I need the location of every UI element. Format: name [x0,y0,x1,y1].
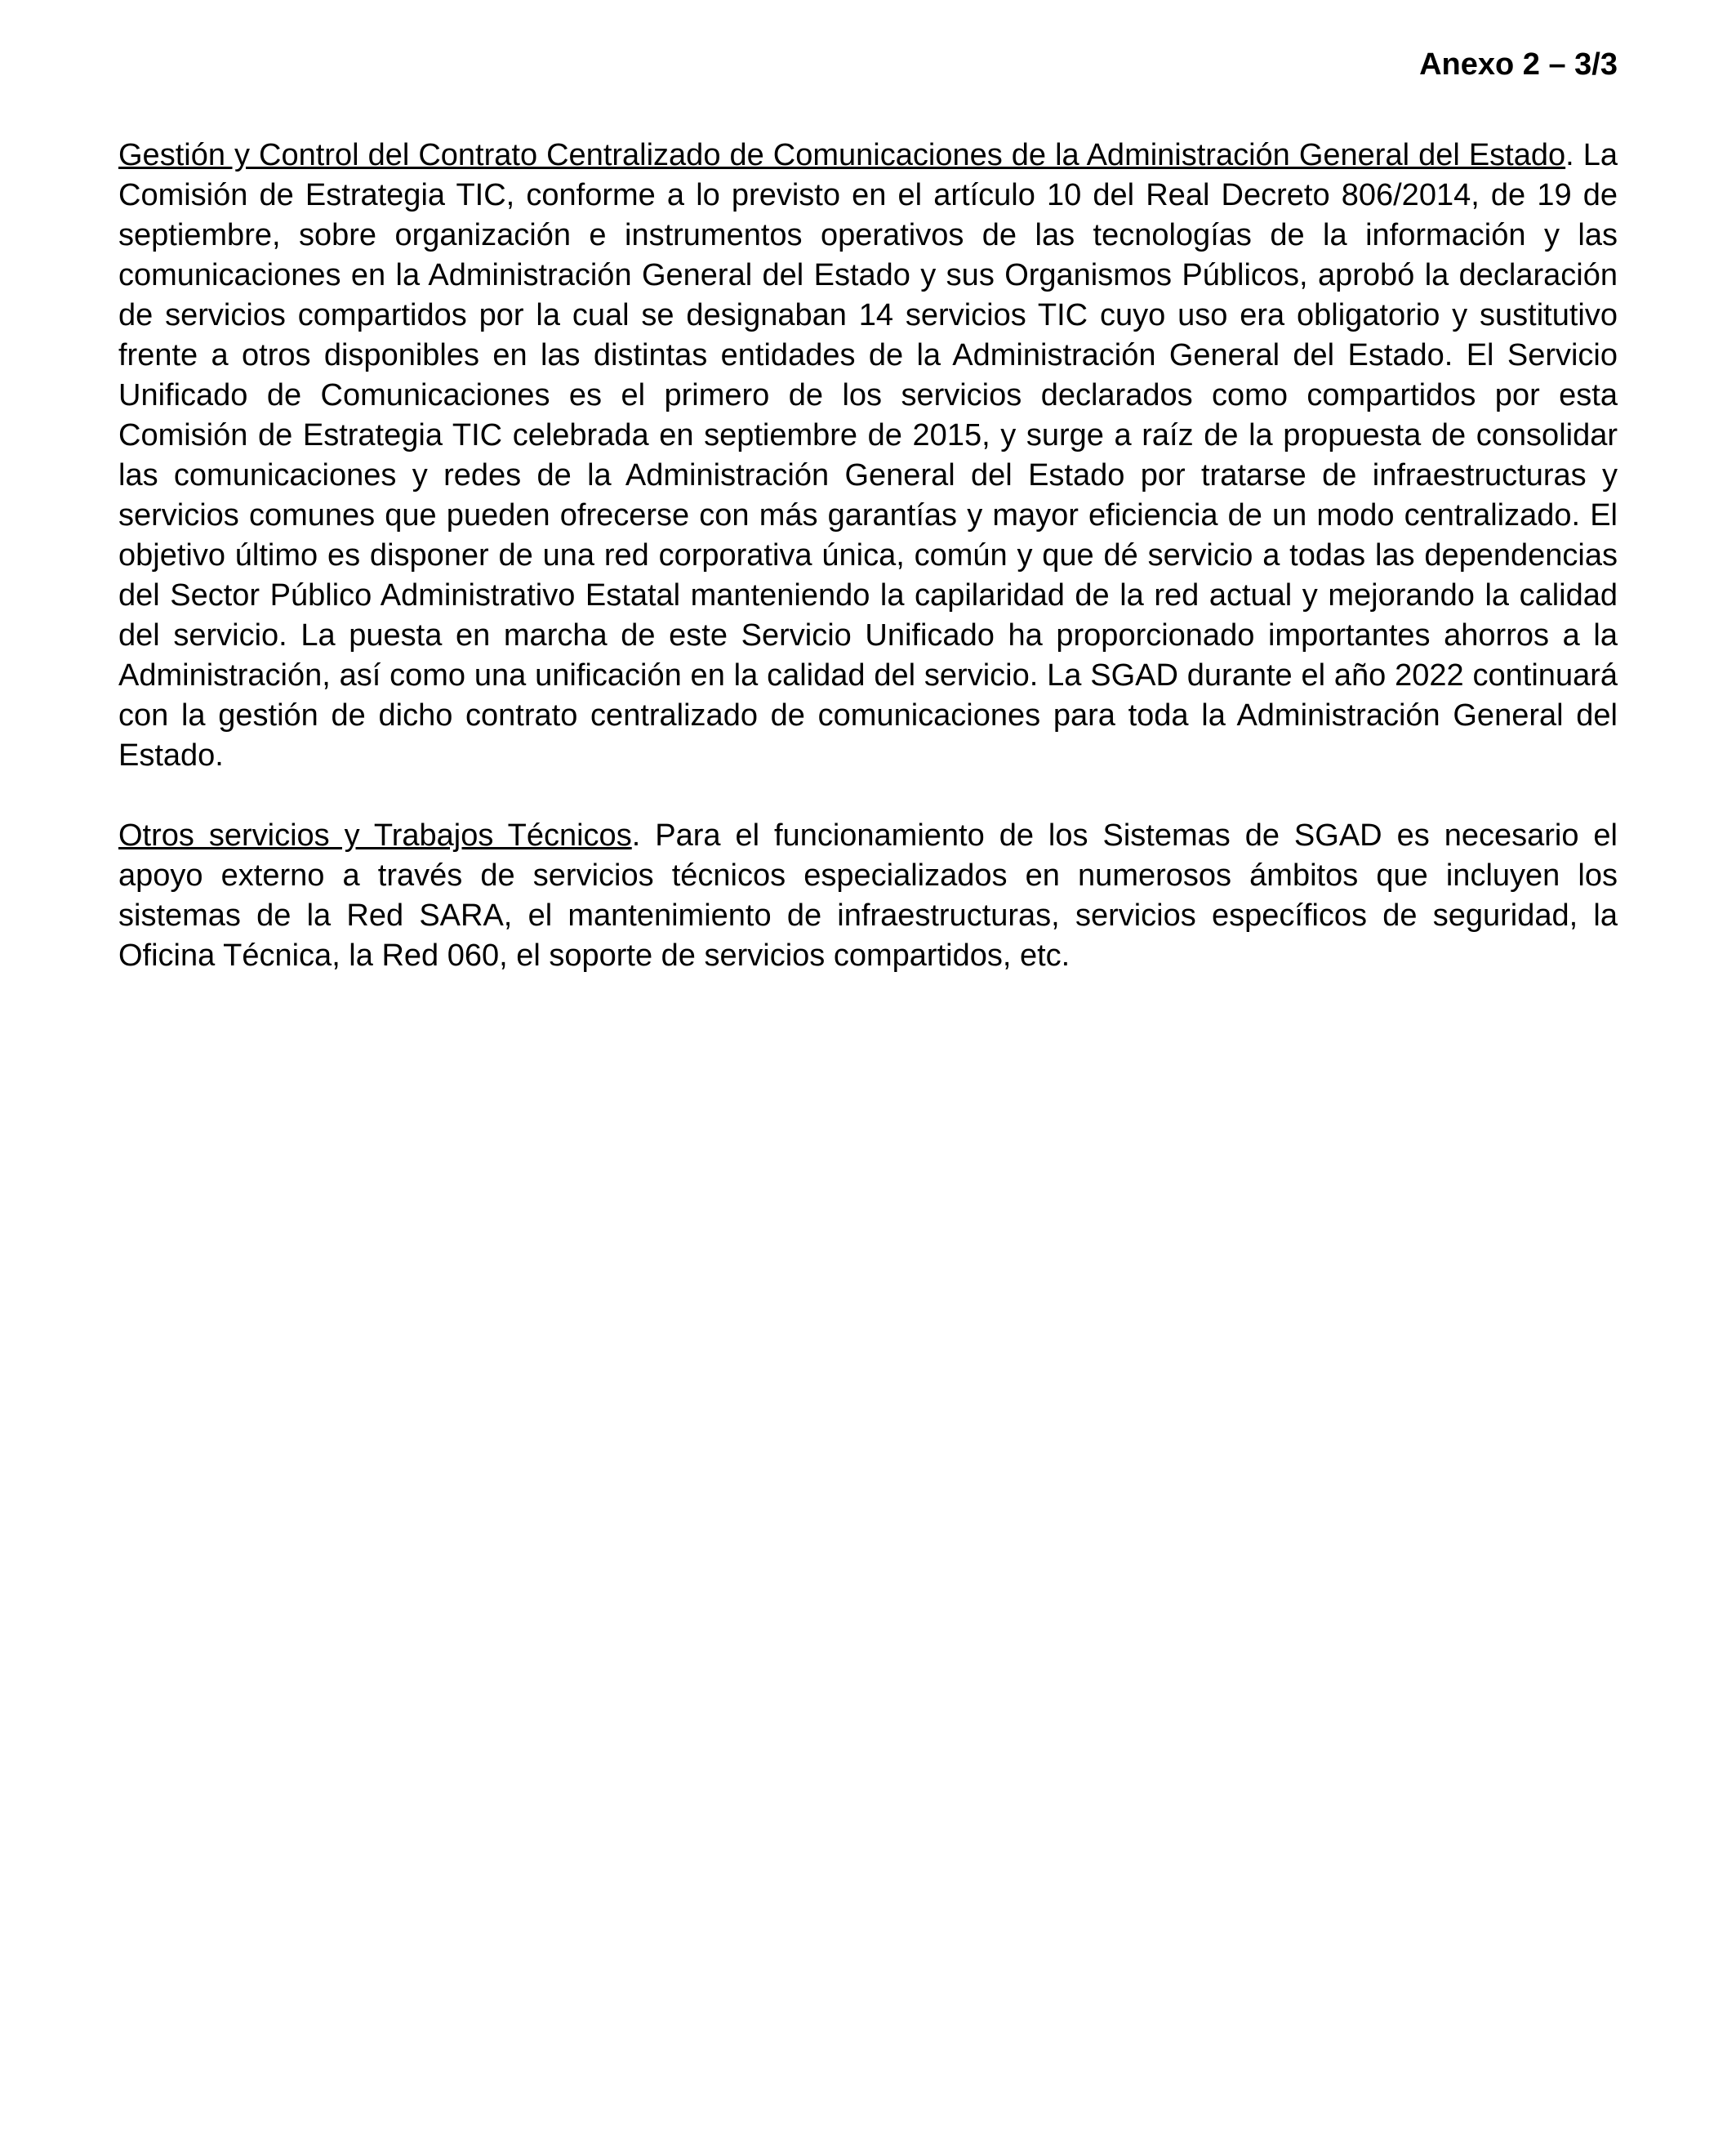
paragraph-body-text: . La Comisión de Estrategia TIC, conforme a lo previsto en el artículo 10 del Real Decreto 806/2014, de 19 de septiembre, sobre organización e instrumentos operativos de las tecnologías de la información y las comunicaciones en la Administración General del Estado y sus Organismos Públicos, aprobó la declaración de servicios compartidos por la cual se designaban 14 servicios TIC cuyo uso era obligatorio y sustitutivo frente a otros disponibles en las distintas entidades de la Administración General del Estado. El Servicio Unificado de Comunicaciones es el primero de los servicios declarados como compartidos por esta Comisión de Estrategia TIC celebrada en septiembre de 2015, y surge a raíz de la propuesta de consolidar las comunicaciones y redes de la Administración General del Estado por tratarse de infraestructuras y servicios comunes que pueden ofrecerse con más garantías y mayor eficiencia de un modo centralizado. El objetivo último es disponer de una red corporativa única, común y que dé servicio a todas las dependencias del Sector Público Administrativo Estatal manteniendo la capilaridad de la red actual y mejorando la calidad del servicio. La puesta en marcha de este Servicio Unificado ha proporcionado importantes ahorros a la Administración, así como una unificación en la calidad del servicio. La SGAD durante el año 2022 continuará con la gestión de dicho contrato centralizado de comunicaciones para toda la Administración General del Estado. [118,138,1618,773]
paragraph-lead-underlined: Otros servicios y Trabajos Técnicos [118,818,632,853]
paragraph-gestion-contrato [118,136,1618,776]
paragraph-body-text: . Para el funcionamiento de los Sistemas de SGAD es necesario el apoyo externo a través de servicios técnicos especializados en numerosos ámbitos que incluyen los sistemas de la Red SARA, el mantenimiento de infraestructuras, servicios específicos de seguridad, la Oficina Técnica, la Red 060, el soporte de servicios compartidos, etc. [118,818,1618,973]
document-body [118,136,1618,976]
page-header [118,45,1618,85]
paragraph-otros-servicios [118,816,1618,976]
annex-page-label: Anexo 2 – 3/3 [1419,47,1618,82]
paragraph-lead-underlined: Gestión y Control del Contrato Centralizado de Comunicaciones de la Administración General del Estado [118,138,1566,172]
